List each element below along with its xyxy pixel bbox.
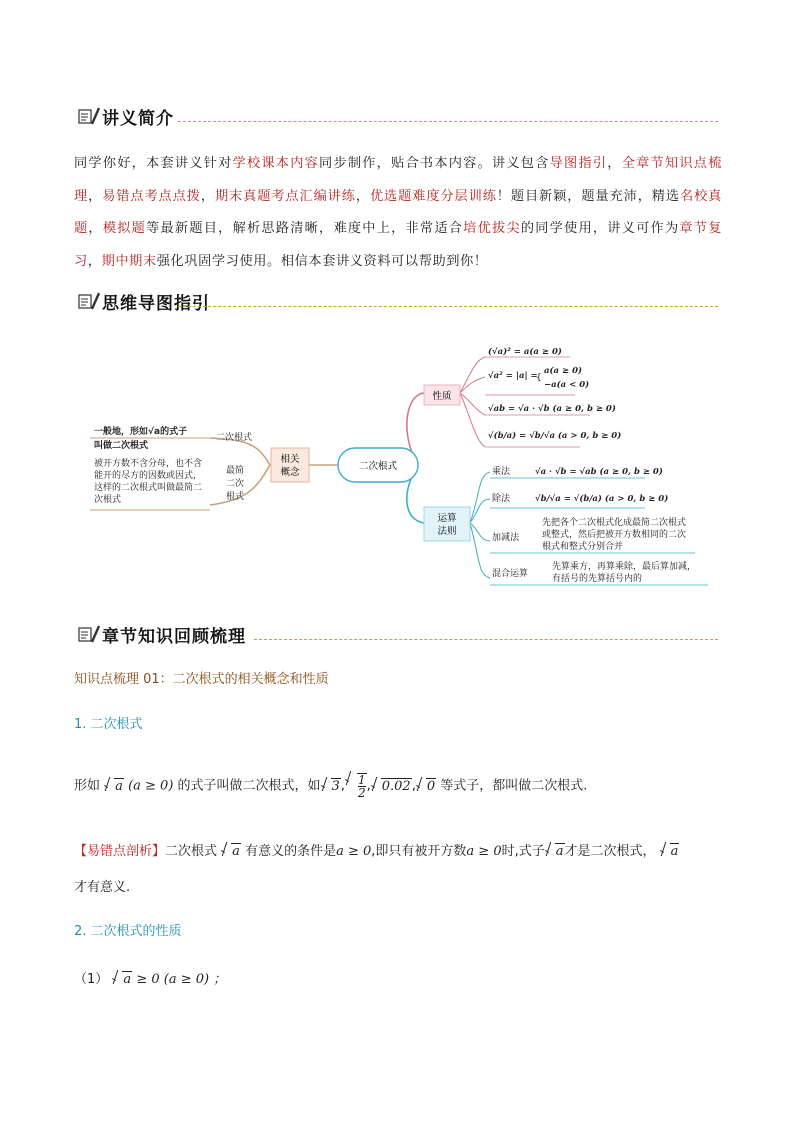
notebook-pencil-icon: [78, 291, 100, 311]
section-header-intro: [78, 102, 718, 132]
related-label: 概念: [280, 467, 300, 478]
error-analysis-line: 【易错点剖析】二次根式 a 有意义的条件是a ≥ 0,即只有被开方数a ≥ 0时,式子 a才是二次根式， a: [74, 844, 679, 859]
op-rule: √a · √b = √ab (a ≥ 0, b ≥ 0): [535, 467, 663, 477]
op-rule: 有括号的先算括号内的: [552, 574, 643, 584]
error-analysis-line-2: 才有意义.: [74, 880, 131, 895]
simplest-def: 能开的尽方的因数或因式，: [94, 471, 203, 481]
simplest-def: 这样的二次根式叫做最简二: [94, 483, 203, 493]
dashed-divider: [178, 306, 718, 307]
property-item: （1） a ≥ 0 (a ≥ 0) ；: [74, 972, 227, 987]
simplest-label: 二次: [226, 479, 245, 489]
op-rule: 根式和整式分别合并: [542, 542, 624, 552]
op-label: 乘法: [492, 467, 511, 477]
property-formula: a(a ≥ 0): [544, 366, 583, 376]
section-title: 思维导图指引: [102, 294, 210, 314]
subheading: 2. 二次根式的性质: [74, 924, 182, 939]
section-header-mindmap: [78, 287, 718, 317]
operations-label: 法则: [437, 526, 457, 537]
op-rule: √b/√a = √(b/a) (a > 0, b ≥ 0): [535, 494, 669, 504]
simplest-label: 最简: [226, 466, 245, 476]
properties-label: 性质: [432, 391, 452, 402]
concept-def: 一般地，形如√a的式子: [94, 427, 188, 437]
op-rule: 先算乘方，再算乘除，最后算加减，: [552, 562, 697, 572]
simplest-def: 次根式: [94, 495, 122, 505]
property-formula: (√a)² = a(a ≥ 0): [488, 347, 562, 357]
op-label: 除法: [492, 494, 511, 504]
notebook-pencil-icon: [78, 106, 100, 126]
op-rule: 或整式，然后把被开方数相同的二次: [542, 530, 687, 540]
mind-map: [80, 335, 720, 595]
brace-icon: {: [536, 373, 542, 383]
knowledge-point-title: 知识点梳理 01：二次根式的相关概念和性质: [74, 672, 329, 687]
simplest-def: 被开方数不含分母，也不含: [94, 459, 203, 469]
definition-line: 形如 a (a ≥ 0) 的式子叫做二次根式，如 3, $\frac{1}{2}$ , 0.02, 0 等式子，都叫做二次根式.: [74, 773, 588, 800]
section-title: 讲义简介: [102, 109, 174, 129]
property-formula: √a² = |a| =: [488, 371, 538, 381]
op-rule: 先把各个二次根式化成最简二次根式: [542, 518, 687, 528]
property-formula: −a(a < 0): [544, 380, 590, 390]
concept-def: 叫做二次根式: [94, 441, 149, 451]
concept-label: 二次根式: [216, 433, 253, 443]
section-title: 章节知识回顾梳理: [102, 627, 246, 647]
intro-paragraph: 同学你好，本套讲义针对学校课本内容同步制作，贴合书本内容。讲义包含导图指引，全章节知识点梳理，易错点考点点拨，期末真题考点汇编讲练，优选题难度分层训练！题目新颖，题量充沛，精选名校真题，模拟题等最新题目，解析思路清晰，难度中上，非常适合培优拔尖的同学使用，讲义可作为章节复习，期中期末强化巩固学习使用。相信本套讲义资料可以帮助到你！: [74, 156, 722, 269]
op-label: 混合运算: [492, 569, 529, 579]
center-node-label: 二次根式: [358, 461, 398, 472]
simplest-label: 根式: [226, 492, 245, 502]
property-formula: √ab = √a · √b (a ≥ 0, b ≥ 0): [488, 404, 616, 414]
related-label: 相关: [280, 454, 300, 465]
op-label: 加减法: [492, 533, 520, 543]
property-formula: √(b/a) = √b/√a (a > 0, b ≥ 0): [488, 431, 622, 441]
subheading: 1. 二次根式: [74, 717, 143, 732]
dashed-divider: [254, 639, 718, 640]
dashed-divider: [178, 121, 718, 122]
section-header-review: [78, 620, 718, 650]
notebook-pencil-icon: [78, 624, 100, 644]
operations-label: 运算: [437, 513, 457, 524]
